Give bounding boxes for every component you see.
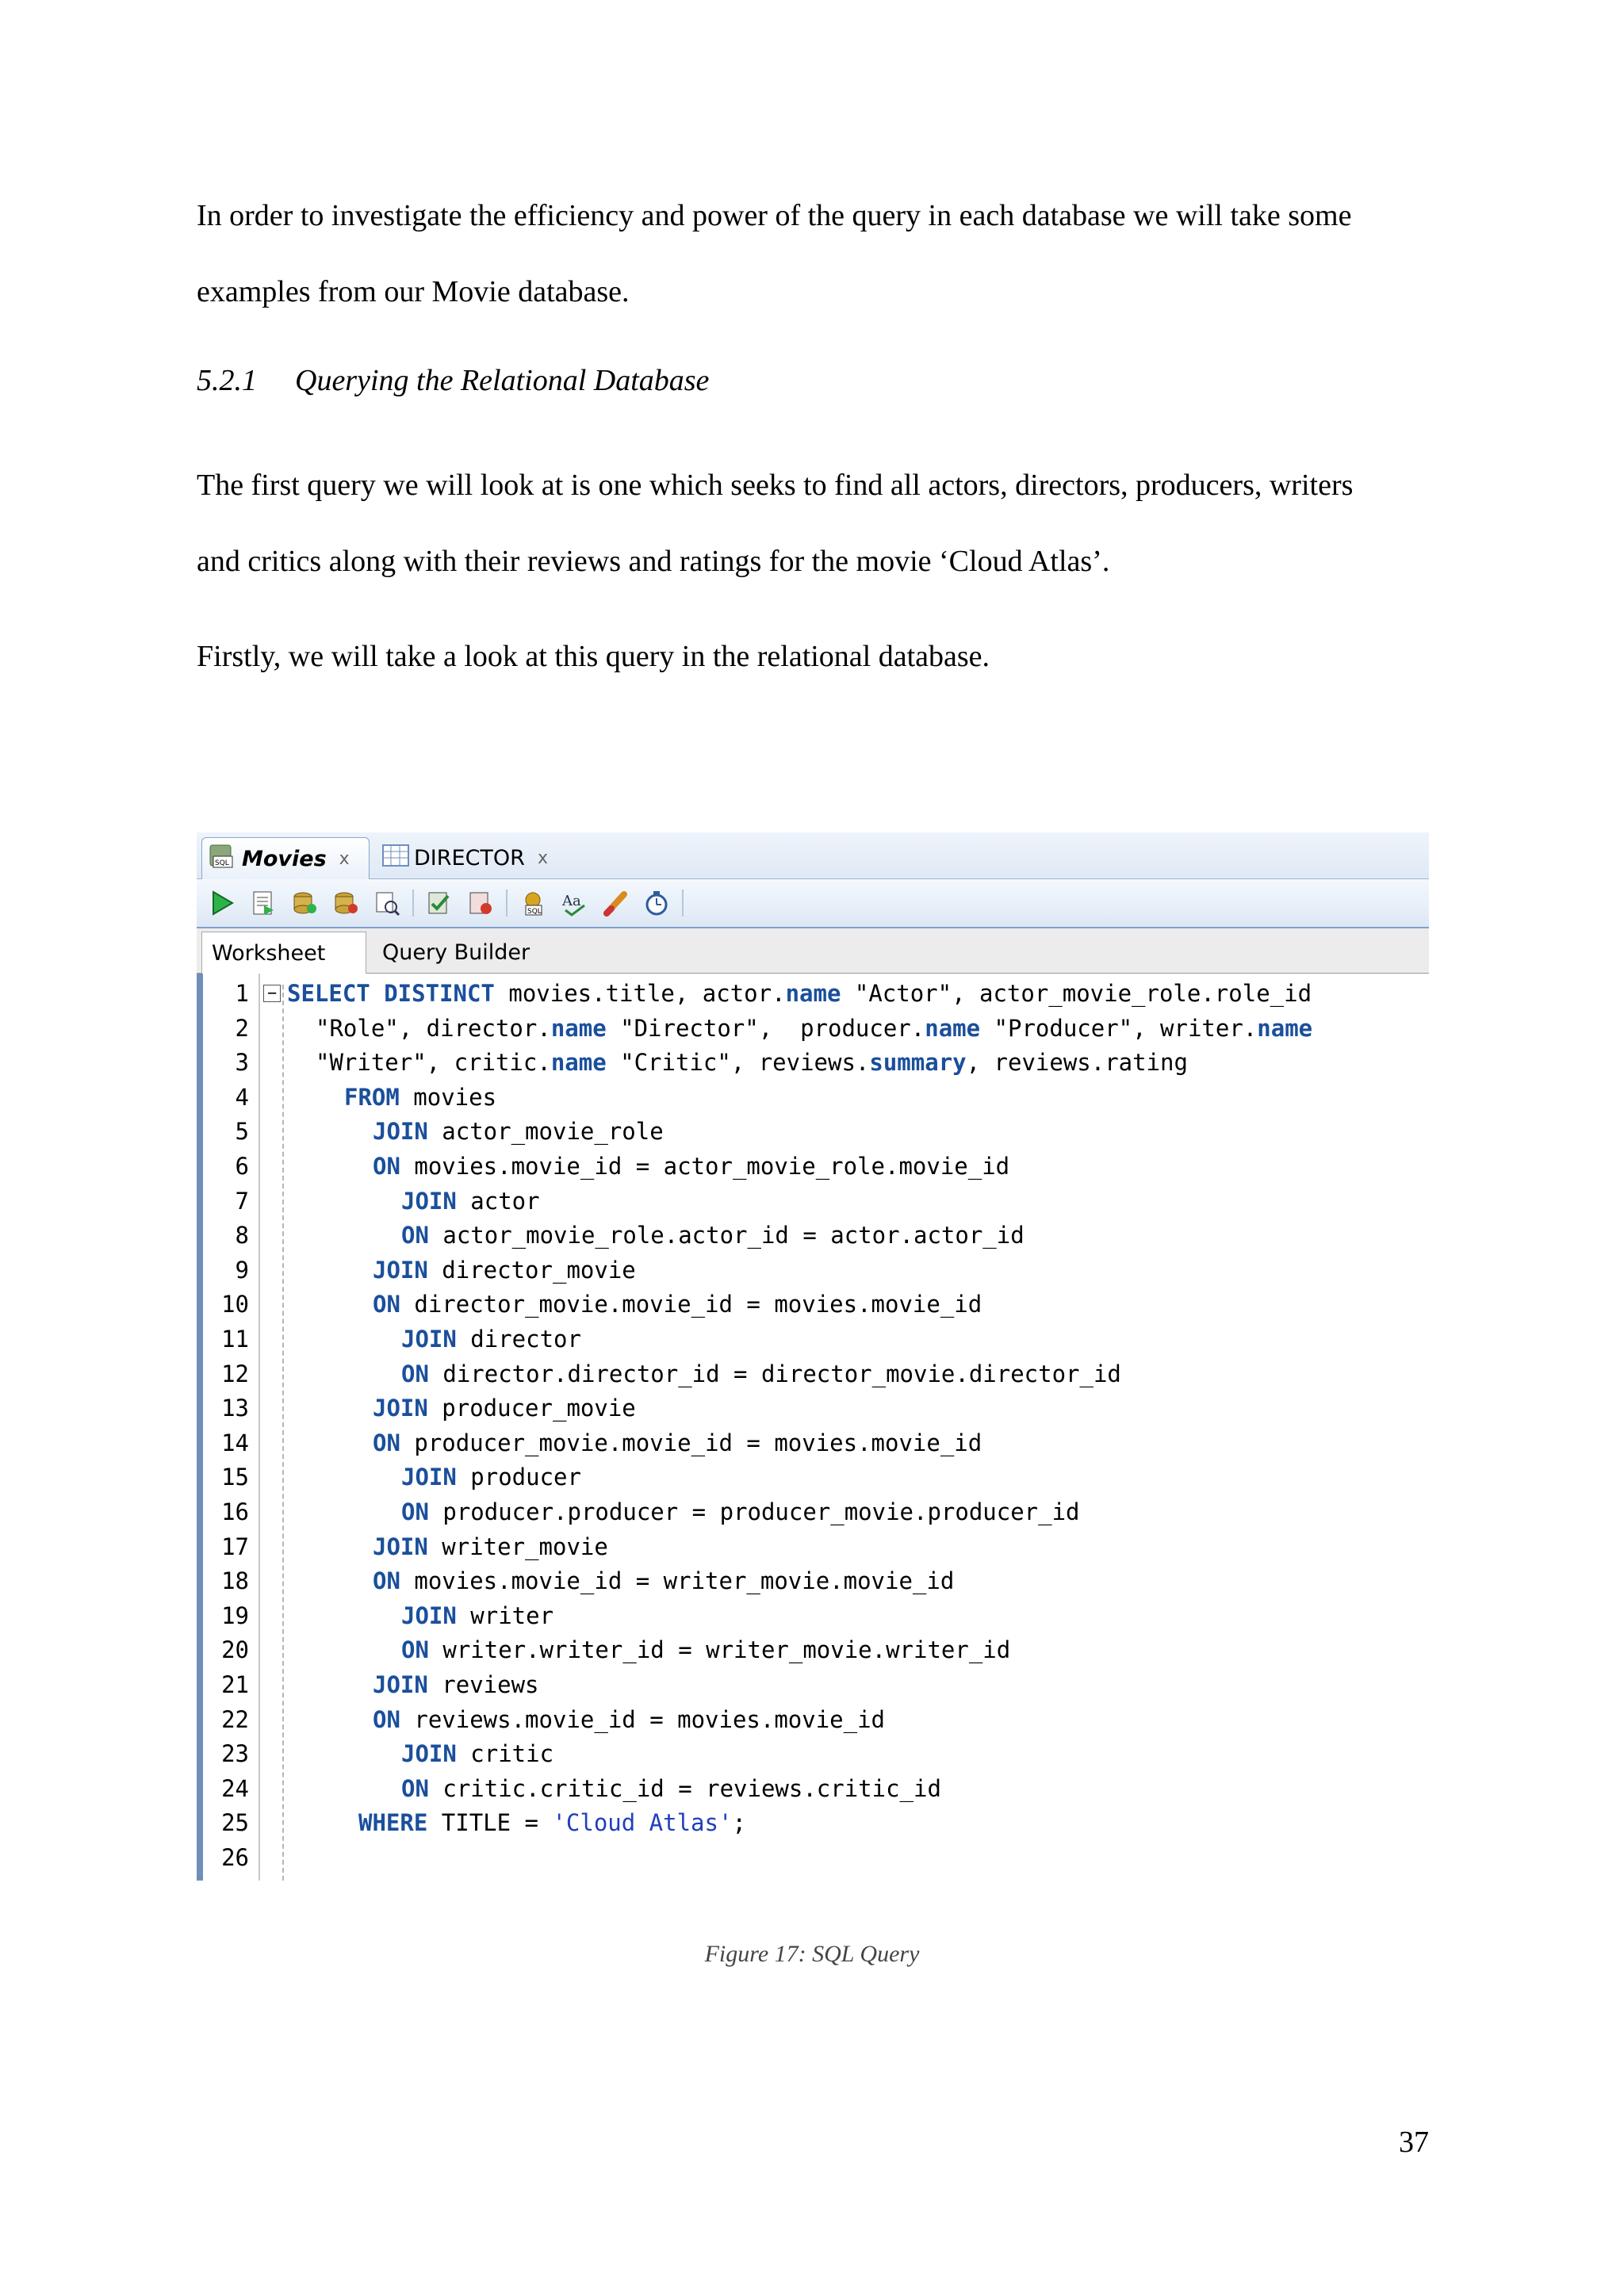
code-text [401,1184,540,1219]
section-title: Querying the Relational Database [295,364,710,397]
sql-text: producer.producer = producer_movie.producer_id [428,1498,1080,1525]
sql-keyword: ON [401,1636,429,1664]
code-text [401,1633,1010,1668]
sql-keyword: JOIN [373,1671,428,1698]
code-text [373,1150,1009,1184]
svg-text:SQL: SQL [215,859,229,867]
code-line[interactable] [197,1081,1429,1115]
code-text [373,1288,982,1322]
code-line[interactable] [197,1012,1429,1047]
sql-text: movies.title, actor. [494,980,786,1007]
sql-text: critic [456,1740,554,1768]
sql-keyword: ON [401,1222,429,1249]
sql-keyword: JOIN [401,1187,457,1215]
sql-text: director_movie.movie_id = movies.movie_id [400,1291,982,1318]
sql-keyword: JOIN [401,1464,457,1491]
code-text [316,1012,1312,1047]
line-number: 16 [221,1498,249,1525]
sql-string: 'Cloud Atlas' [552,1809,733,1837]
sql-history-icon[interactable] [465,887,496,919]
code-text [373,1703,885,1738]
code-line[interactable] [197,1495,1429,1530]
sql-text: movies.movie_id = actor_movie_role.movie_id [400,1153,1010,1180]
line-number: 11 [221,1326,249,1353]
code-line[interactable] [197,1288,1429,1322]
line-number: 20 [221,1636,249,1664]
line-number: 24 [221,1774,249,1802]
toolbar-separator [506,890,508,916]
code-line[interactable] [197,1460,1429,1495]
code-line[interactable] [197,1599,1429,1634]
code-text [401,1599,553,1634]
code-line[interactable] [197,1703,1429,1738]
code-line[interactable] [197,1426,1429,1461]
code-line[interactable] [197,1046,1429,1081]
tab-query-builder[interactable]: Query Builder [382,939,530,965]
line-number: 26 [221,1844,249,1871]
intro-line-1: In order to investigate the efficiency and power of the query in each database we will take some [197,199,1352,232]
line-number: 21 [221,1671,249,1698]
sql-text: director_movie [427,1256,636,1284]
format-icon[interactable] [558,887,590,919]
para2-line-2: and critics along with their reviews and ratings for the movie ‘Cloud Atlas’. [197,545,1110,578]
line-number: 22 [221,1705,249,1733]
line-number: 5 [235,1118,249,1146]
commit-icon[interactable] [289,887,320,919]
editor-tab-bar [197,832,1429,879]
code-text [373,1530,608,1565]
sql-text: writer [456,1601,554,1629]
sql-text: producer_movie.movie_id = movies.movie_id [400,1429,982,1456]
sql-keyword: name [550,1014,607,1042]
line-number: 3 [235,1049,249,1077]
svg-text:SQL: SQL [527,908,542,916]
sql-keyword: JOIN [373,1118,428,1146]
sql-keyword: name [550,1049,607,1077]
sql-text: actor_movie_role.actor_id = actor.actor_id [428,1222,1025,1249]
sql-text: actor_movie_role [427,1118,664,1146]
sql-developer-screenshot [197,832,1429,1881]
sql-text: movies.movie_id = writer_movie.movie_id [400,1567,955,1595]
code-text [401,1357,1121,1392]
run-script-icon[interactable] [247,887,279,919]
tab-worksheet[interactable]: Worksheet [201,932,366,974]
sql-text: writer_movie [427,1533,608,1560]
line-number: 6 [235,1153,249,1180]
sql-tuning-icon[interactable] [517,887,549,919]
figure-caption: Figure 17: SQL Query [704,1941,920,1967]
code-text [373,1426,982,1461]
toolbar-separator [682,890,684,916]
sql-code-editor[interactable] [197,974,1429,1881]
sql-keyword: ON [373,1291,400,1318]
sql-keyword: JOIN [373,1533,428,1560]
code-line[interactable] [197,1633,1429,1668]
line-number: 4 [235,1083,249,1111]
code-line[interactable] [197,1184,1429,1219]
sql-text: producer_movie [427,1395,636,1422]
sql-text: "Role", director. [316,1014,551,1042]
line-number: 2 [235,1014,249,1042]
code-text [401,1322,581,1357]
sql-keyword: ON [373,1705,400,1733]
code-line[interactable] [197,1357,1429,1392]
collapse-icon[interactable]: − [263,985,281,1002]
sql-keyword: JOIN [401,1740,457,1768]
svg-text:Aa: Aa [562,893,581,909]
line-number: 25 [221,1809,249,1837]
explain-plan-icon[interactable] [371,887,403,919]
tab-movies-label: Movies [242,846,327,871]
sql-text: writer.writer_id = writer_movie.writer_id [428,1636,1011,1664]
toolbar-separator [412,890,414,916]
line-number: 12 [221,1360,249,1387]
code-line[interactable] [197,1115,1429,1150]
code-text [401,1737,553,1772]
code-text [401,1460,581,1495]
code-text [358,1806,746,1841]
code-text [401,1772,941,1807]
sql-keyword: name [925,1014,981,1042]
sql-text: movies [399,1083,497,1111]
sql-text: producer [456,1464,581,1491]
line-number: 13 [221,1395,249,1422]
sql-text: TITLE = [427,1809,553,1837]
code-line[interactable] [197,1806,1429,1841]
line-number: 17 [221,1533,249,1560]
table-grid-icon [382,844,409,873]
code-line[interactable] [197,1668,1429,1703]
sql-keyword: FROM [344,1083,400,1111]
tab-movies[interactable] [201,837,370,879]
line-number: 19 [221,1601,249,1629]
tab-director[interactable] [376,837,550,878]
worksheet-subtabs [197,928,1429,974]
worksheet-toolbar [197,879,1429,928]
sql-keyword: ON [401,1498,429,1525]
sql-text: director [456,1326,581,1353]
sql-keyword: JOIN [373,1256,428,1284]
line-number: 7 [235,1187,249,1215]
close-icon[interactable]: x [339,848,350,869]
section-heading [197,363,709,398]
line-number: 8 [235,1222,249,1249]
sql-keyword: ON [373,1153,400,1180]
code-text [373,1115,664,1150]
code-text [373,1253,636,1288]
sql-keyword: ON [401,1774,429,1802]
sql-keyword: WHERE [358,1809,428,1837]
code-text [401,1495,1080,1530]
code-text [373,1668,539,1703]
clear-icon[interactable] [599,887,631,919]
autotrace-icon[interactable] [423,887,455,919]
code-line[interactable] [197,1391,1429,1426]
code-line[interactable] [197,1841,1429,1876]
line-number: 18 [221,1567,249,1595]
sql-keyword: name [1257,1014,1313,1042]
code-line[interactable] [197,977,1429,1012]
line-number: 10 [221,1291,249,1318]
code-text [401,1219,1025,1253]
sql-keyword: name [785,980,841,1007]
sql-text: "Director", producer. [606,1014,925,1042]
code-line[interactable] [197,1150,1429,1184]
sql-keyword: ON [373,1567,400,1595]
intro-line-2: examples from our Movie database. [197,275,630,308]
sql-keyword: ON [373,1429,400,1456]
section-number: 5.2.1 [197,364,257,397]
sql-text: "Critic", reviews. [606,1049,870,1077]
sql-keyword: summary [869,1049,967,1077]
sql-keyword: JOIN [373,1395,428,1422]
code-text [344,1081,496,1115]
code-line[interactable] [197,1737,1429,1772]
para3: Firstly, we will take a look at this query in the relational database. [197,640,990,673]
sql-keyword: JOIN [401,1326,457,1353]
sql-text: "Producer", writer. [980,1014,1258,1042]
line-number: 23 [221,1740,249,1768]
code-line[interactable] [197,1564,1429,1599]
sql-worksheet-icon [209,842,237,876]
code-text [373,1391,636,1426]
code-line[interactable] [197,1219,1429,1253]
code-text [373,1564,954,1599]
sql-keyword: SELECT DISTINCT [287,980,495,1007]
code-line[interactable] [197,1772,1429,1807]
line-number: 1 [235,980,249,1007]
sql-keyword: ON [401,1360,429,1387]
line-number: 9 [235,1256,249,1284]
sql-text: reviews [427,1671,539,1698]
sql-text: , reviews.rating [966,1049,1188,1077]
sql-text: reviews.movie_id = movies.movie_id [400,1705,886,1733]
sql-text: "Actor", actor_movie_role.role_id [841,980,1312,1007]
tab-director-label: DIRECTOR [414,845,525,871]
rollback-icon[interactable] [330,887,362,919]
sql-text: "Writer", critic. [316,1049,551,1077]
close-icon[interactable]: x [537,848,548,868]
para2-line-1: The first query we will look at is one which seeks to find all actors, directors, producers, writers [197,469,1354,502]
timer-icon[interactable] [641,887,672,919]
line-number: 15 [221,1464,249,1491]
code-text [287,977,1312,1012]
sql-text: ; [732,1809,746,1837]
sql-keyword: JOIN [401,1601,457,1629]
line-number: 14 [221,1429,249,1456]
code-line[interactable] [197,1253,1429,1288]
run-statement-icon[interactable] [206,887,238,919]
code-line[interactable] [197,1530,1429,1565]
sql-text: director.director_id = director_movie.director_id [428,1360,1121,1387]
sql-text: critic.critic_id = reviews.critic_id [428,1774,941,1802]
code-line[interactable] [197,1322,1429,1357]
page-number: 37 [1399,2126,1429,2159]
code-text [316,1046,1188,1081]
sql-text: actor [456,1187,540,1215]
